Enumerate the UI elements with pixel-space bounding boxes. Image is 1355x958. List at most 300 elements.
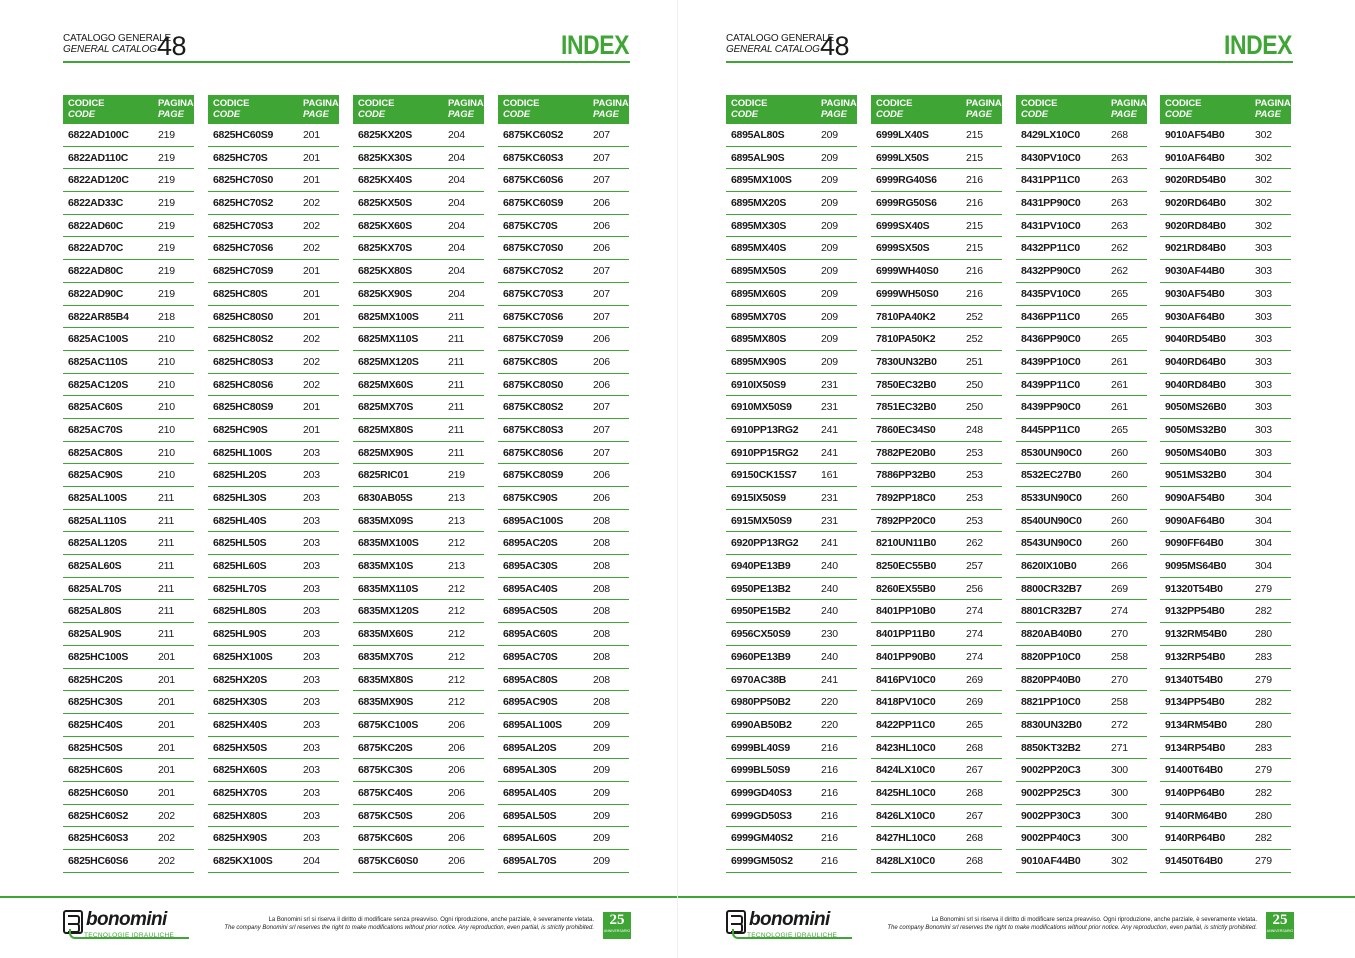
row-page: 204 [448, 219, 465, 232]
row-page: 201 [303, 401, 320, 414]
table-row [498, 306, 629, 329]
badge-number: 25 [1272, 912, 1288, 928]
row-code: 6875KC60S0 [358, 855, 419, 867]
row-code: 6895MX60S [731, 287, 787, 300]
table-row [726, 260, 857, 283]
row-page: 283 [1255, 650, 1272, 663]
row-code: 6825HX50S [213, 741, 267, 754]
table-row [1016, 215, 1147, 238]
row-code: 6825RIC01 [358, 469, 409, 482]
row-page: 208 [593, 514, 610, 527]
row-page: 212 [448, 696, 465, 709]
row-code: 6875KC30S [358, 764, 413, 777]
table-row [208, 283, 339, 306]
table-row [871, 396, 1002, 419]
row-code: 6825AC60S [68, 401, 123, 414]
table-row [353, 442, 484, 465]
right-page [678, 0, 1355, 958]
table-row [208, 260, 339, 283]
row-code: 6895AC80S [503, 673, 558, 686]
table-row [353, 169, 484, 192]
table-row [63, 169, 194, 192]
table-row [208, 237, 339, 260]
row-page: 302 [1255, 129, 1272, 141]
row-code: 8431PP90C0 [1021, 197, 1081, 210]
table-row [353, 759, 484, 782]
table-row [871, 215, 1002, 238]
row-page: 219 [158, 265, 175, 278]
row-page: 211 [448, 446, 465, 459]
table-row [498, 850, 629, 873]
row-page: 279 [1255, 582, 1272, 595]
table-row [1160, 237, 1291, 260]
row-page: 268 [966, 855, 983, 867]
page-title: INDEX [1223, 30, 1292, 60]
row-code: 6822AD90C [68, 287, 124, 300]
row-page: 209 [821, 151, 838, 164]
row-code: 6910PP13RG2 [731, 423, 799, 436]
row-code: 8801CR32B7 [1021, 605, 1082, 618]
row-code: 6825AC110S [68, 355, 128, 368]
row-code: 6835MX09S [358, 514, 414, 527]
row-page: 219 [448, 469, 465, 482]
row-code: 8439PP10C0 [1021, 355, 1081, 368]
row-code: 9134RM54B0 [1165, 718, 1227, 731]
row-code: 9040RD54B0 [1165, 333, 1226, 346]
row-page: 240 [821, 582, 838, 595]
header-page-label-en: PAGE [158, 109, 184, 120]
catalog-label-it: CATALOGO GENERALE [63, 33, 171, 44]
table-row [871, 192, 1002, 215]
row-code: 9134PP54B0 [1165, 696, 1225, 709]
disclaimer-it: La Bonomini srl si riserva il diritto di modificare senza preavviso. Ogni riproduzione, anche parziale, è severamente vietata. [931, 917, 1257, 923]
table-row [1016, 578, 1147, 601]
row-code: 6825HX100S [213, 650, 273, 663]
row-code: 6875KC80S6 [503, 446, 564, 459]
row-page: 303 [1255, 355, 1272, 368]
row-code: 8416PV10C0 [876, 673, 936, 686]
header-code-label: CODICE [68, 98, 105, 109]
table-row [498, 396, 629, 419]
table-row [1160, 555, 1291, 578]
header-page-label: PAGINA [821, 98, 857, 109]
row-code: 6875KC70S9 [503, 333, 564, 346]
row-code: 6825KX40S [358, 174, 412, 187]
row-code: 6825AL100S [68, 492, 127, 504]
row-page: 260 [1111, 446, 1128, 459]
row-page: 274 [966, 628, 983, 641]
row-page: 204 [303, 855, 320, 867]
table-row [353, 283, 484, 306]
row-code: 6999SX40S [876, 219, 930, 232]
row-code: 6825AL90S [68, 628, 122, 641]
row-page: 303 [1255, 423, 1272, 436]
row-code: 6825HC80S6 [213, 378, 274, 391]
row-page: 280 [1255, 718, 1272, 731]
table-row [498, 487, 629, 510]
row-code: 8431PP11C0 [1021, 174, 1080, 187]
row-page: 201 [158, 764, 175, 777]
row-code: 6825KX50S [358, 197, 412, 210]
row-page: 206 [448, 764, 465, 777]
table-row [1160, 759, 1291, 782]
brand-logo [63, 910, 193, 942]
row-code: 9140RP64B0 [1165, 832, 1226, 845]
row-code: 8401PP10B0 [876, 605, 936, 618]
table-row [1016, 419, 1147, 442]
table-row [353, 396, 484, 419]
row-code: 6825AC100S [68, 333, 129, 346]
table-row [871, 351, 1002, 374]
row-code: 8620IX10B0 [1021, 560, 1077, 573]
row-code: 6999BL40S9 [731, 741, 790, 754]
table-row [1016, 714, 1147, 737]
row-code: 6950PE15B2 [731, 605, 791, 618]
row-code: 6825HC70S2 [213, 197, 274, 210]
header-page-label: PAGINA [448, 98, 484, 109]
row-code: 6895MX20S [731, 197, 787, 210]
row-code: 6875KC70S0 [503, 242, 564, 255]
row-page: 206 [593, 378, 610, 391]
row-code: 6895MX100S [731, 174, 792, 187]
table-row [353, 306, 484, 329]
row-page: 201 [303, 287, 320, 300]
table-row [1016, 260, 1147, 283]
row-code: 6825HC80S9 [213, 401, 274, 414]
table-row [208, 600, 339, 623]
row-page: 304 [1255, 492, 1272, 504]
table-row [1160, 464, 1291, 487]
row-page: 203 [303, 560, 320, 573]
row-code: 6960PE13B9 [731, 650, 791, 663]
row-code: 6825HL30S [213, 492, 267, 504]
row-page: 203 [303, 650, 320, 663]
table-row [353, 805, 484, 828]
row-page: 203 [303, 446, 320, 459]
row-code: 6895AL40S [503, 786, 557, 799]
row-page: 220 [821, 718, 838, 731]
row-code: 7886PP32B0 [876, 469, 936, 482]
row-code: 6835MX70S [358, 650, 414, 663]
row-page: 303 [1255, 265, 1272, 278]
row-code: 6875KC70S6 [503, 310, 564, 323]
table-row [726, 578, 857, 601]
row-code: 6825HC80S2 [213, 333, 274, 346]
table-row [871, 237, 1002, 260]
table-row [726, 691, 857, 714]
row-code: 8436PP11C0 [1021, 310, 1080, 323]
row-page: 211 [448, 401, 465, 414]
table-row [726, 623, 857, 646]
row-code: 6875KC80S2 [503, 401, 564, 414]
row-page: 274 [966, 605, 983, 618]
row-page: 302 [1255, 174, 1272, 187]
row-page: 207 [593, 310, 610, 323]
table-row [871, 691, 1002, 714]
table-row [1016, 396, 1147, 419]
table-row [353, 737, 484, 760]
table-row [1160, 487, 1291, 510]
row-page: 253 [966, 469, 983, 482]
row-page: 268 [1111, 129, 1128, 141]
row-code: 6835MX90S [358, 696, 414, 709]
row-page: 209 [821, 197, 838, 210]
row-code: 9132PP54B0 [1165, 605, 1225, 618]
table-row [63, 396, 194, 419]
table-row [871, 487, 1002, 510]
row-page: 203 [303, 832, 320, 845]
row-page: 231 [821, 514, 838, 527]
table-row [726, 328, 857, 351]
row-code: 6940PE13B9 [731, 560, 791, 573]
table-row [1160, 192, 1291, 215]
row-page: 216 [821, 832, 838, 845]
table-row [208, 737, 339, 760]
table-row [726, 487, 857, 510]
table-row [208, 510, 339, 533]
row-page: 161 [821, 469, 838, 482]
table-row [1160, 419, 1291, 442]
table-row [208, 759, 339, 782]
row-page: 282 [1255, 605, 1272, 618]
table-row [208, 669, 339, 692]
catalog-label [63, 33, 171, 55]
row-code: 8439PP11C0 [1021, 378, 1080, 391]
row-code: 6875KC60S2 [503, 129, 564, 141]
header-page-label-en: PAGE [448, 109, 474, 120]
row-code: 9132RP54B0 [1165, 650, 1226, 663]
catalog-label-en: GENERAL CATALOG [63, 44, 157, 55]
table-row [208, 169, 339, 192]
row-page: 203 [303, 582, 320, 595]
table-row [208, 192, 339, 215]
row-code: 9030AF64B0 [1165, 310, 1225, 323]
table-row [1016, 850, 1147, 873]
table-row [871, 532, 1002, 555]
row-code: 8426LX10C0 [876, 809, 935, 822]
table-row [1016, 306, 1147, 329]
row-page: 211 [448, 378, 465, 391]
row-page: 211 [158, 582, 175, 595]
row-code: 6825HC70S0 [213, 174, 274, 187]
row-page: 212 [448, 628, 465, 641]
table-row [1160, 124, 1291, 147]
row-code: 6895AL80S [731, 129, 785, 141]
row-code: 6825HX70S [213, 786, 267, 799]
row-page: 268 [966, 786, 983, 799]
row-page: 210 [158, 333, 175, 346]
header-code-label-en: CODE [1021, 109, 1049, 120]
row-page: 216 [821, 786, 838, 799]
row-code: 6825HL50S [213, 537, 267, 550]
table-row [498, 782, 629, 805]
table-row [726, 464, 857, 487]
row-page: 209 [821, 242, 838, 255]
table-row [63, 328, 194, 351]
row-code: 8439PP90C0 [1021, 401, 1081, 414]
row-page: 303 [1255, 333, 1272, 346]
row-page: 213 [448, 514, 465, 527]
row-code: 9140PP64B0 [1165, 786, 1225, 799]
table-row [498, 737, 629, 760]
table-row [63, 623, 194, 646]
row-page: 250 [966, 401, 983, 414]
table-row [871, 850, 1002, 873]
row-code: 6825AL110S [68, 514, 127, 527]
row-code: 6825MX70S [358, 401, 414, 414]
table-row [498, 669, 629, 692]
row-page: 303 [1255, 401, 1272, 414]
row-code: 6895MX40S [731, 242, 787, 255]
row-page: 263 [1111, 197, 1128, 210]
table-row [498, 600, 629, 623]
row-page: 265 [1111, 310, 1128, 323]
table-row [353, 623, 484, 646]
table-row [1016, 669, 1147, 692]
row-code: 6825AL60S [68, 560, 122, 573]
column-header [726, 95, 857, 124]
row-code: 6822AD60C [68, 219, 124, 232]
row-code: 6825AC120S [68, 378, 129, 391]
row-code: 9040RD84B0 [1165, 378, 1226, 391]
row-code: 7830UN32B0 [876, 355, 937, 368]
row-page: 258 [1111, 650, 1128, 663]
row-page: 215 [966, 151, 983, 164]
row-code: 6895AL70S [503, 855, 557, 867]
header-page-label: PAGINA [593, 98, 629, 109]
row-page: 240 [821, 605, 838, 618]
table-row [63, 510, 194, 533]
row-code: 6822AD80C [68, 265, 124, 278]
row-code: 6895AC100S [503, 514, 564, 527]
table-row [1016, 646, 1147, 669]
header-code-label: CODICE [1021, 98, 1058, 109]
row-code: 8540UN90C0 [1021, 514, 1082, 527]
row-page: 202 [158, 855, 175, 867]
row-page: 206 [593, 197, 610, 210]
row-code: 6825KX30S [358, 151, 412, 164]
header-divider [63, 61, 630, 63]
table-row [726, 850, 857, 873]
row-code: 8401PP90B0 [876, 650, 936, 663]
table-row [498, 147, 629, 170]
disclaimer-en: The company Bonomini srl reserves the right to make modifications without prior notice. Any reproduction, even partial, is strictly prohibited. [887, 925, 1257, 931]
table-row [498, 827, 629, 850]
table-row [353, 215, 484, 238]
row-page: 209 [821, 287, 838, 300]
row-page: 206 [448, 809, 465, 822]
row-page: 303 [1255, 446, 1272, 459]
row-code: 6825KX90S [358, 287, 412, 300]
row-page: 265 [966, 718, 983, 731]
table-row [1016, 328, 1147, 351]
row-page: 206 [593, 469, 610, 482]
row-page: 203 [303, 514, 320, 527]
row-page: 212 [448, 605, 465, 618]
row-code: 7892PP18C0 [876, 492, 936, 504]
row-code: 8530UN90C0 [1021, 446, 1082, 459]
row-page: 206 [593, 355, 610, 368]
table-row [726, 669, 857, 692]
table-row [871, 147, 1002, 170]
column-header [63, 95, 194, 124]
row-code: 7810PA40K2 [876, 310, 936, 323]
disclaimer-it: La Bonomini srl si riserva il diritto di modificare senza preavviso. Ogni riproduzione, anche parziale, è severamente vietata. [268, 917, 594, 923]
table-row [871, 306, 1002, 329]
table-row [208, 374, 339, 397]
row-code: 6825HC60S6 [68, 855, 129, 867]
row-page: 216 [821, 764, 838, 777]
row-page: 270 [1111, 673, 1128, 686]
row-page: 210 [158, 469, 175, 482]
table-row [63, 646, 194, 669]
row-page: 268 [966, 741, 983, 754]
row-code: 6895MX50S [731, 265, 787, 278]
row-code: 6956CX50S9 [731, 628, 791, 641]
row-code: 6835MX60S [358, 628, 414, 641]
row-page: 202 [158, 809, 175, 822]
row-code: 6875KC100S [358, 718, 419, 731]
table-row [726, 555, 857, 578]
row-page: 211 [158, 605, 175, 618]
row-code: 8533UN90C0 [1021, 492, 1082, 504]
row-code: 6875KC40S [358, 786, 413, 799]
row-code: 6895AC90S [503, 696, 558, 709]
catalog-label-en: GENERAL CATALOG [726, 44, 820, 55]
row-page: 263 [1111, 151, 1128, 164]
row-page: 202 [303, 378, 320, 391]
row-page: 208 [593, 696, 610, 709]
table-row [1016, 192, 1147, 215]
row-page: 279 [1255, 764, 1272, 777]
table-row [498, 237, 629, 260]
row-code: 6875KC80S9 [503, 469, 564, 482]
header-code-label: CODICE [876, 98, 913, 109]
row-code: 6825HL40S [213, 514, 267, 527]
table-row [1016, 124, 1147, 147]
row-code: 6875KC60S6 [503, 174, 564, 187]
row-page: 206 [448, 786, 465, 799]
row-page: 269 [1111, 582, 1128, 595]
row-page: 220 [821, 696, 838, 709]
row-code: 6825KX70S [358, 242, 412, 255]
column-header [498, 95, 629, 124]
table-row [498, 555, 629, 578]
row-code: 8431PV10C0 [1021, 219, 1081, 232]
row-code: 6825HX80S [213, 809, 267, 822]
row-page: 279 [1255, 673, 1272, 686]
table-row [871, 464, 1002, 487]
table-row [63, 283, 194, 306]
row-page: 206 [593, 219, 610, 232]
table-row [1160, 147, 1291, 170]
table-row [1016, 532, 1147, 555]
row-page: 211 [448, 333, 465, 346]
row-page: 265 [1111, 423, 1128, 436]
table-row [208, 442, 339, 465]
table-row [353, 464, 484, 487]
table-row [726, 124, 857, 147]
disclaimer-en: The company Bonomini srl reserves the right to make modifications without prior notice. Any reproduction, even partial, is strictly prohibited. [224, 925, 594, 931]
row-code: 9051MS32B0 [1165, 469, 1227, 482]
row-code: 7892PP20C0 [876, 514, 936, 527]
table-row [1160, 510, 1291, 533]
row-page: 209 [593, 764, 610, 777]
row-page: 240 [821, 560, 838, 573]
table-row [871, 260, 1002, 283]
header-page-label: PAGINA [1111, 98, 1147, 109]
table-row [63, 192, 194, 215]
